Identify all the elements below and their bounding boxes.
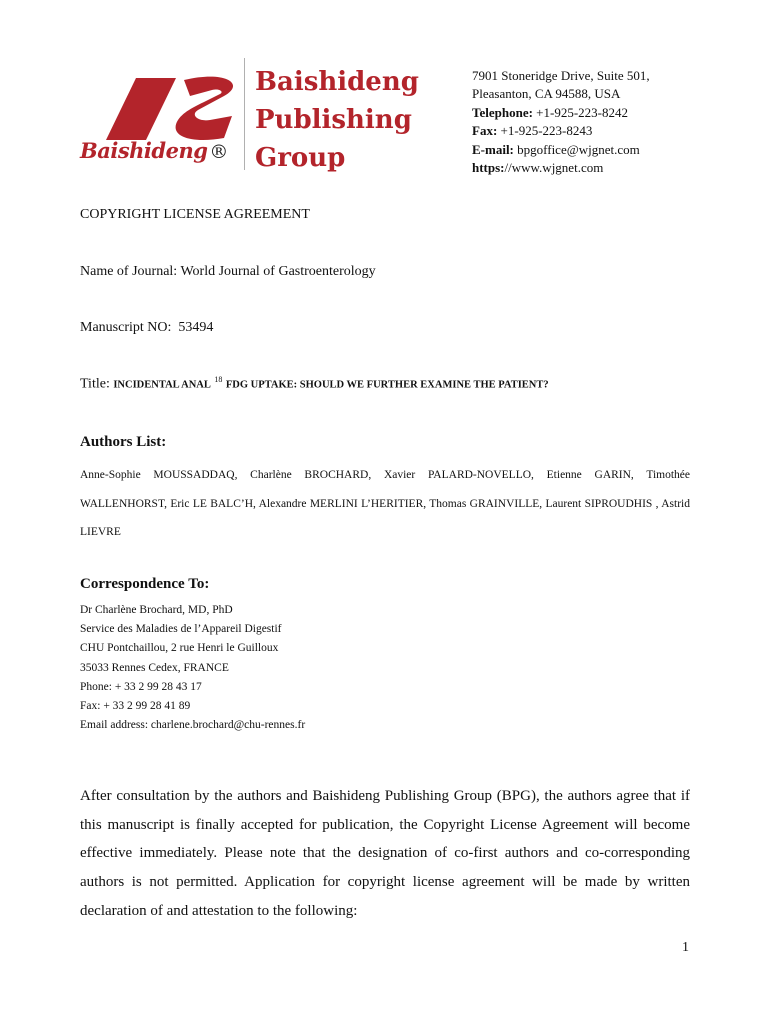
- website-line: https://www.wjgnet.com: [472, 160, 604, 176]
- address-line-1: 7901 Stoneridge Drive, Suite 501,: [472, 68, 650, 83]
- title-part-1: INCIDENTAL ANAL: [113, 379, 211, 391]
- title-label: Title:: [80, 376, 110, 392]
- manuscript-number: [80, 320, 213, 336]
- telephone-line: Telephone: +1-925-223-8242: [472, 104, 628, 120]
- baishideng-wordmark: [80, 138, 228, 163]
- manuscript-label: Manuscript NO:: [80, 320, 172, 335]
- correspondence-phone: Phone: + 33 2 99 28 43 17: [80, 680, 202, 693]
- publisher-name-line-2: Publishing: [255, 105, 412, 135]
- fax-line: Fax: +1-925-223-8243: [472, 123, 593, 139]
- correspondence-heading: Correspondence To:: [80, 576, 210, 592]
- publisher-name-line-1: Baishideng: [255, 67, 419, 97]
- correspondence-email: Email address: charlene.brochard@chu-rennes.fr: [80, 719, 306, 732]
- correspondence-fax: Fax: + 33 2 99 28 41 89: [80, 700, 191, 713]
- authors-list: Anne-Sophie MOUSSADDAQ, Charlène BROCHARD, Xavier PALARD-NOVELLO, Etienne GARIN, Timothée WALLENHORST, Eric LE BALC’H, Alexandre MERLINI L’HERITIER, Thomas GRAINVILLE, Laurent SIPROUDHIS , Astrid LIEVRE: [80, 469, 690, 538]
- manuscript-title: [80, 375, 549, 393]
- journal-value: World Journal of Gastroenterology: [180, 264, 376, 279]
- publisher-name: [255, 63, 419, 177]
- wordmark-text: Baishideng: [80, 138, 208, 163]
- baishideng-logo-mark-icon: [106, 70, 246, 144]
- publisher-contact-block: [472, 67, 650, 177]
- authors-heading: Authors List:: [80, 434, 167, 450]
- manuscript-value: 53494: [178, 320, 214, 335]
- correspondence-hospital: CHU Pontchaillou, 2 rue Henri le Guilloux: [80, 642, 279, 655]
- page-number: 1: [682, 940, 689, 955]
- correspondence-department: Service des Maladies de l’Appareil Digestif: [80, 623, 282, 636]
- journal-label: Name of Journal:: [80, 264, 178, 279]
- journal-name: [80, 264, 376, 280]
- logo-divider: [244, 58, 245, 170]
- correspondence-block: [80, 601, 305, 735]
- agreement-paragraph: After consultation by the authors and Baishideng Publishing Group (BPG), the authors agree that if this manuscript is finally accepted for publication, the Copyright License Agreement will become effective immediately. Please note that the designation of co-first authors and co-corresponding authors is not permitted. Application for copyright license agreement will be made by written declaration of and attestation to the following:: [80, 788, 690, 919]
- title-superscript: 18: [214, 375, 223, 384]
- title-part-2: FDG UPTAKE: SHOULD WE FURTHER EXAMINE THE PATIENT?: [225, 379, 549, 391]
- registered-mark: ®: [209, 141, 228, 163]
- address-line-2: Pleasanton, CA 94588, USA: [472, 86, 621, 102]
- document-title: COPYRIGHT LICENSE AGREEMENT: [80, 207, 310, 222]
- publisher-name-line-3: Group: [255, 143, 346, 173]
- correspondence-name: Dr Charlène Brochard, MD, PhD: [80, 604, 233, 616]
- email-line: E-mail: bpgoffice@wjgnet.com: [472, 141, 640, 157]
- correspondence-city: 35033 Rennes Cedex, FRANCE: [80, 661, 229, 674]
